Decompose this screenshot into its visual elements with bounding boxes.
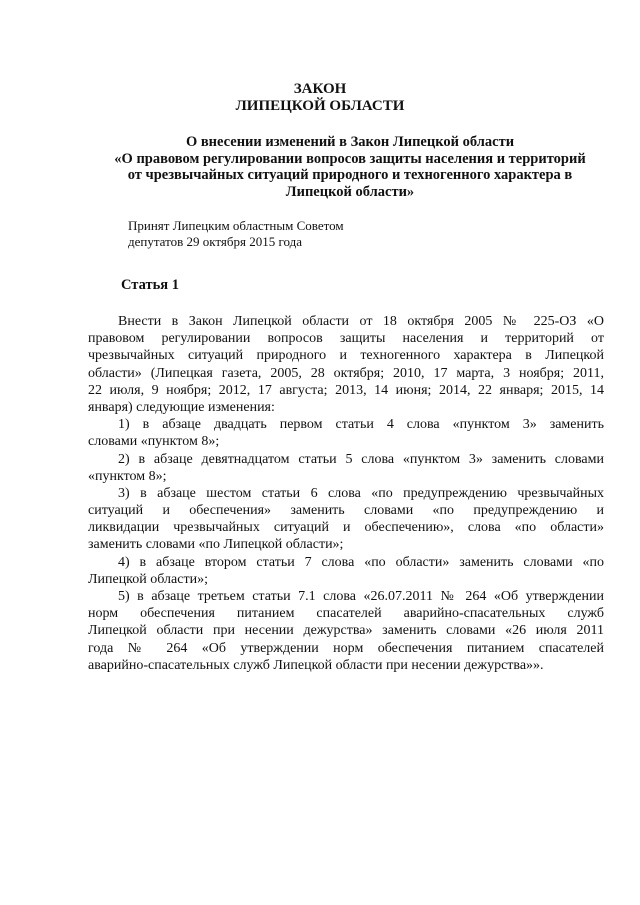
body-line: Липецкой области при несении дежурства» заменить словами «26 июля 2011 xyxy=(88,623,604,639)
body-line: Липецкой области»; xyxy=(88,571,208,587)
body-line: словами «пунктом 8»; xyxy=(88,434,220,450)
body-line: «пунктом 8»; xyxy=(88,468,167,484)
body-line: правовом регулировании вопросов защиты населения и территорий от xyxy=(88,331,604,347)
body-line: 5) в абзаце третьем статьи 7.1 слова «26.07.2011 № 264 «Об утверждении xyxy=(118,589,604,604)
adoption-line: депутатов 29 октября 2015 года xyxy=(128,234,303,249)
body-line: заменить словами «по Липецкой области»; xyxy=(88,537,344,553)
body-line: 2) в абзаце девятнадцатом статьи 5 слова «пунктом 3» заменить словами xyxy=(118,451,604,467)
article-heading: Статья 1 xyxy=(121,277,179,293)
adoption-line: Принят Липецким областным Советом xyxy=(128,218,344,233)
subtitle-line: О внесении изменений в Закон Липецкой области xyxy=(185,134,515,150)
adoption-note xyxy=(128,218,344,250)
body-line: 4) в абзаце втором статьи 7 слова «по области» заменить словами «по xyxy=(118,554,604,570)
body-line: Внести в Закон Липецкой области от 18 октября 2005 № 225-ОЗ «О xyxy=(118,314,604,329)
body-line: области» (Липецкая газета, 2005, 28 октября; 2010, 17 марта, 3 ноября; 2011, xyxy=(88,365,604,381)
law-title: ЗАКОН xyxy=(293,81,347,97)
subtitle-line: «О правовом регулировании вопросов защиты населения и территорий xyxy=(114,150,586,167)
body-line: ситуаций и обеспечения» заменить словами «по предупреждению и xyxy=(88,503,604,519)
subtitle-line: Липецкой области» xyxy=(285,183,415,200)
body-line: 3) в абзаце шестом статьи 6 слова «по предупреждению чрезвычайных xyxy=(118,485,604,501)
body-line: ликвидации чрезвычайных ситуаций и обеспечению», слова «по области» xyxy=(88,520,604,536)
article-body xyxy=(88,313,604,674)
subtitle-line: от чрезвычайных ситуаций природного и техногенного характера в xyxy=(127,167,573,183)
body-line: января) следующие изменения: xyxy=(88,399,275,415)
body-line: 1) в абзаце двадцать первом статьи 4 слова «пунктом 3» заменить xyxy=(118,417,604,433)
law-region: ЛИПЕЦКОЙ ОБЛАСТИ xyxy=(235,98,405,114)
body-line: норм обеспечения питанием спасателей аварийно-спасательных служб xyxy=(88,606,604,622)
body-line: аварийно-спасательных служб Липецкой области при несении дежурства»». xyxy=(88,657,544,673)
body-line: 22 июля, 9 ноября; 2012, 17 августа; 2013, 14 июня; 2014, 22 января; 2015, 14 xyxy=(88,382,604,398)
body-line: года № 264 «Об утверждении норм обеспечения питанием спасателей xyxy=(88,640,604,656)
body-line: чрезвычайных ситуаций природного и техногенного характера в Липецкой xyxy=(88,348,604,364)
law-subtitle xyxy=(90,134,610,200)
